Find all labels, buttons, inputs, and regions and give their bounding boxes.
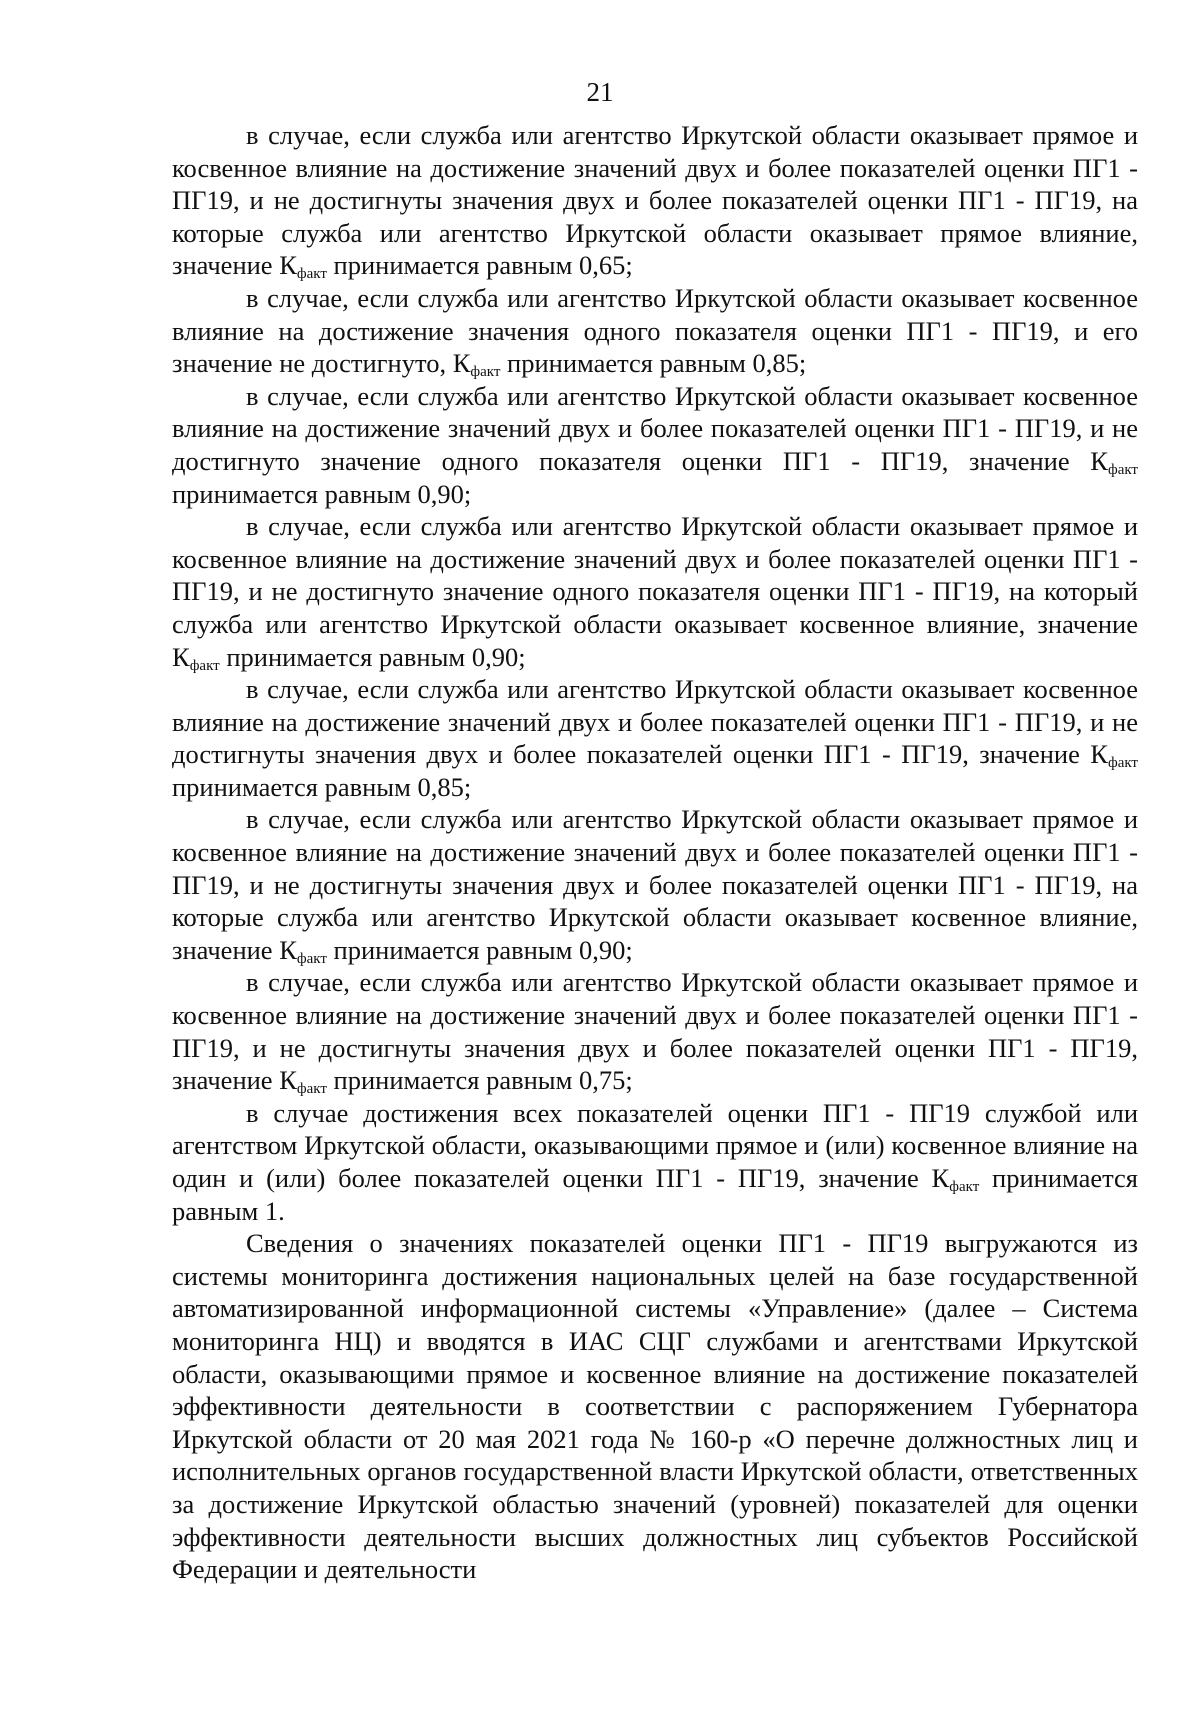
paragraph bbox=[172, 510, 1138, 673]
subscript-text: факт bbox=[296, 266, 327, 283]
paragraph bbox=[172, 966, 1138, 1096]
subscript-text: факт bbox=[949, 1179, 980, 1195]
paragraph-text: в случае, если служба или агентство Иркутской области оказывает косвенное влияние на достижение значений двух и более показателей оценки ПГ1 - ПГ19, и не достигнуто значение одного показателя оценки ПГ1 - ПГ19, значение К bbox=[172, 380, 1138, 476]
paragraph bbox=[172, 282, 1138, 380]
paragraph-text: принимается равным 0,85; bbox=[172, 771, 472, 802]
paragraph-text: принимается равным 1. bbox=[172, 1163, 1138, 1226]
paragraph-text: принимается равным 0,65; bbox=[326, 250, 633, 281]
paragraph bbox=[172, 1227, 1138, 1586]
subscript-text: факт bbox=[296, 1081, 327, 1098]
paragraph bbox=[172, 803, 1138, 966]
paragraph-text: в случае достижения всех показателей оценки ПГ1 - ПГ19 службой или агентством Иркутской области, оказывающими прямое и (или) косвенное влияние на один и (или) более показателей оценки ПГ1 - ПГ19, значение К bbox=[172, 1097, 1138, 1193]
subscript-text: факт bbox=[470, 364, 501, 381]
paragraph-text: Сведения о значениях показателей оценки ПГ1 - ПГ19 выгружаются из системы мониторинга достижения национальных целей на базе государственной автоматизированной информационной системы «Управление» (далее – Система мониторинга НЦ) и вводятся в ИАС СЦГ службами и агентствами Иркутской области, оказывающими прямое и косвенное влияние на достижение показателей эффективности деятельности в соответствии с распоряжением Губернатора Иркутской области от 20 мая 2021 года № 160-р «О перечне должностных лиц и исполнительных органов государственной власти Иркутской области, ответственных за достижение Иркутской областью значений (уровней) показателей для оценки эффективности деятельности высших должностных лиц субъектов Российской Федерации и деятельности bbox=[172, 1228, 1138, 1585]
paragraph-text: в случае, если служба или агентство Иркутской области оказывает прямое и косвенное влияние на достижение значений двух и более показателей оценки ПГ1 - ПГ19, и не достигнуто значение одного показателя оценки ПГ1 - ПГ19, на который служба или агентство Иркутской области оказывает косвенное влияние, значение К bbox=[172, 511, 1138, 672]
paragraph-text: в случае, если служба или агентство Иркутской области оказывает косвенное влияние на достижение значения одного показателя оценки ПГ1 - ПГ19, и его значение не достигнуто, К bbox=[172, 282, 1138, 379]
subscript-text: факт bbox=[189, 657, 220, 674]
paragraph-text: принимается равным 0,85; bbox=[500, 348, 807, 379]
paragraph-text: в случае, если служба или агентство Иркутской области оказывает косвенное влияние на достижение значений двух и более показателей оценки ПГ1 - ПГ19, и не достигнуты значения двух и более показателей оценки ПГ1 - ПГ19, значение К bbox=[172, 674, 1138, 770]
page-number: 21 bbox=[586, 77, 614, 107]
paragraph bbox=[172, 673, 1138, 803]
paragraph bbox=[172, 380, 1138, 510]
paragraph-text: в случае, если служба или агентство Иркутской области оказывает прямое и косвенное влияние на достижение значений двух и более показателей оценки ПГ1 - ПГ19, и не достигнуты значения двух и более показателей оценки ПГ1 - ПГ19, на которые служба или агентство Иркутской области оказывает прямое влияние, значение К bbox=[172, 120, 1138, 281]
paragraph-text: принимается равным 0,75; bbox=[326, 1065, 633, 1096]
paragraph bbox=[172, 119, 1138, 282]
paragraph bbox=[172, 1097, 1138, 1227]
subscript-text: факт bbox=[1107, 755, 1138, 772]
paragraph-text: в случае, если служба или агентство Иркутской области оказывает прямое и косвенное влияние на достижение значений двух и более показателей оценки ПГ1 - ПГ19, и не достигнуты значения двух и более показателей оценки ПГ1 - ПГ19, на которые служба или агентство Иркутской области оказывает косвенное влияние, значение К bbox=[172, 804, 1138, 965]
paragraph-text: принимается равным 0,90; bbox=[172, 478, 472, 509]
document-body bbox=[172, 119, 1138, 1586]
subscript-text: факт bbox=[296, 950, 327, 967]
subscript-text: факт bbox=[1107, 461, 1138, 478]
paragraph-text: принимается равным 0,90; bbox=[219, 641, 526, 672]
paragraph-text: в случае, если служба или агентство Иркутской области оказывает прямое и косвенное влияние на достижение значений двух и более показателей оценки ПГ1 - ПГ19, и не достигнуты значения двух и более показателей оценки ПГ1 - ПГ19, значение К bbox=[172, 967, 1138, 1096]
paragraph-text: принимается равным 0,90; bbox=[326, 934, 633, 965]
